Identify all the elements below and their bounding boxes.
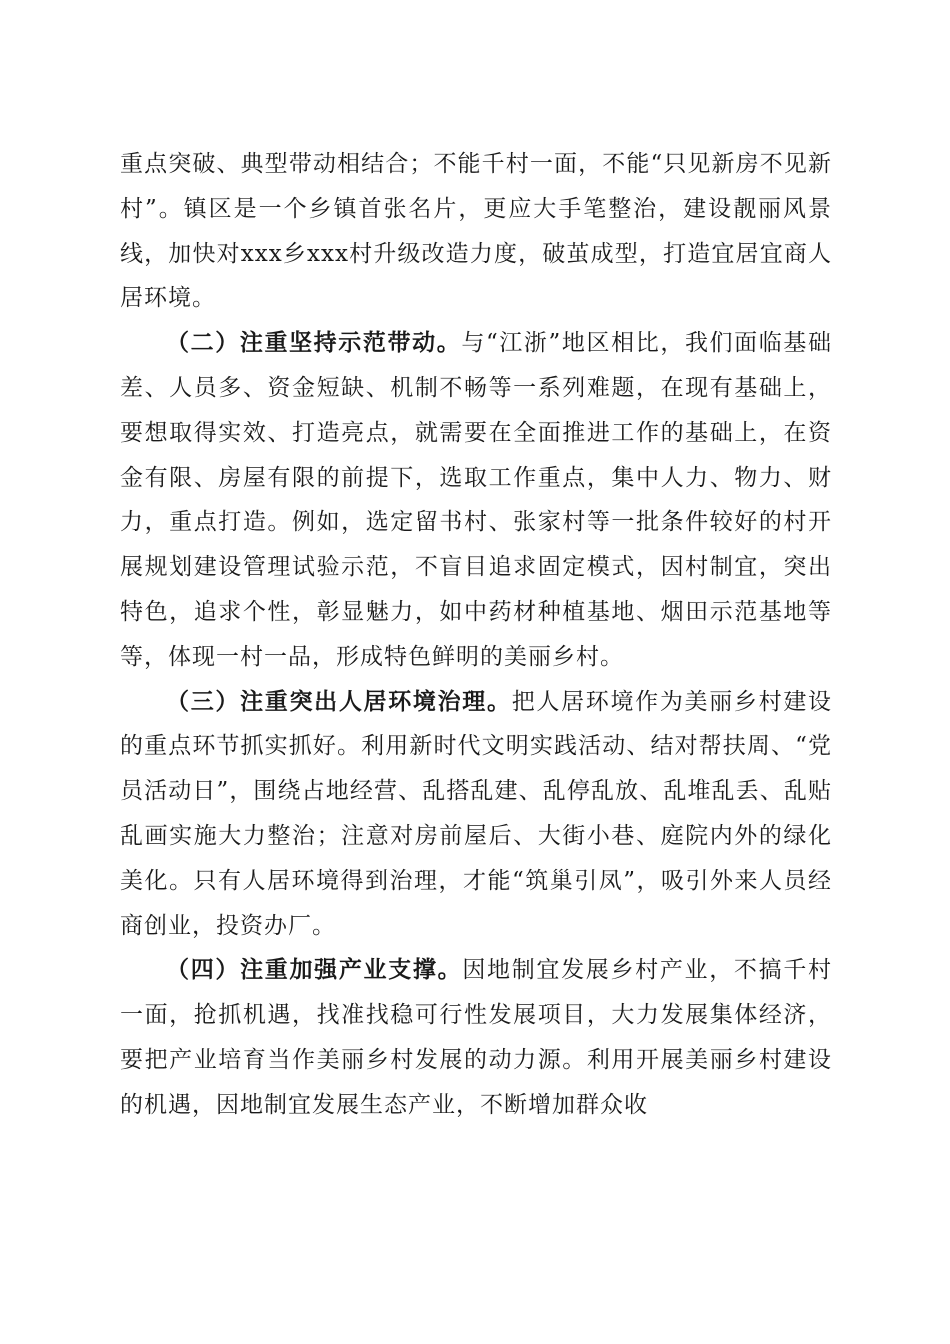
document-body (120, 142, 832, 1128)
paragraph-1-text: 重点突破、典型带动相结合；不能千村一面，不能“只见新房不见新村”。镇区是一个乡镇首张名片，更应大手笔整治，建设靓丽风景线，加快对xxx乡xxx村升级改造力度，破茧成型，打造宜居宜商人居环境。 (120, 151, 832, 312)
paragraph-1 (120, 142, 832, 321)
paragraph-2-heading: （二）注重坚持示范带动。 (166, 329, 462, 357)
paragraph-4-heading: （四）注重加强产业支撑。 (166, 956, 463, 984)
paragraph-3-text: 把人居环境作为美丽乡村建设的重点环节抓实抓好。利用新时代文明实践活动、结对帮扶周、“党员活动日”，围绕占地经营、乱搭乱建、乱停乱放、乱堆乱丢、乱贴乱画实施大力整治；注意对房前屋后、大街小巷、庭院内外的绿化美化。只有人居环境得到治理，才能“筑巢引凤”，吸引外来人员经商创业，投资办厂。 (120, 688, 833, 939)
paragraph-4-text: 因地制宜发展乡村产业，不搞千村一面，抢抓机遇，找准找稳可行性发展项目，大力发展集体经济，要把产业培育当作美丽乡村发展的动力源。利用开展美丽乡村建设的机遇，因地制宜发展生态产业，不断增加群众收 (120, 957, 833, 1118)
paragraph-3 (120, 680, 832, 949)
paragraph-2 (120, 321, 832, 679)
paragraph-3-heading: （三）注重突出人居环境治理。 (166, 687, 512, 715)
paragraph-4 (120, 948, 832, 1127)
paragraph-2-text: 与“江浙”地区相比，我们面临基础差、人员多、资金短缺、机制不畅等一系列难题，在现有基础上，要想取得实效、打造亮点，就需要在全面推进工作的基础上，在资金有限、房屋有限的前提下，选取工作重点，集中人力、物力、财力，重点打造。例如，选定留书村、张家村等一批条件较好的村开展规划建设管理试验示范，不盲目追求固定模式，因村制宜，突出特色，追求个性，彰显魅力，如中药材种植基地、烟田示范基地等等，体现一村一品，形成特色鲜明的美丽乡村。 (120, 330, 832, 670)
